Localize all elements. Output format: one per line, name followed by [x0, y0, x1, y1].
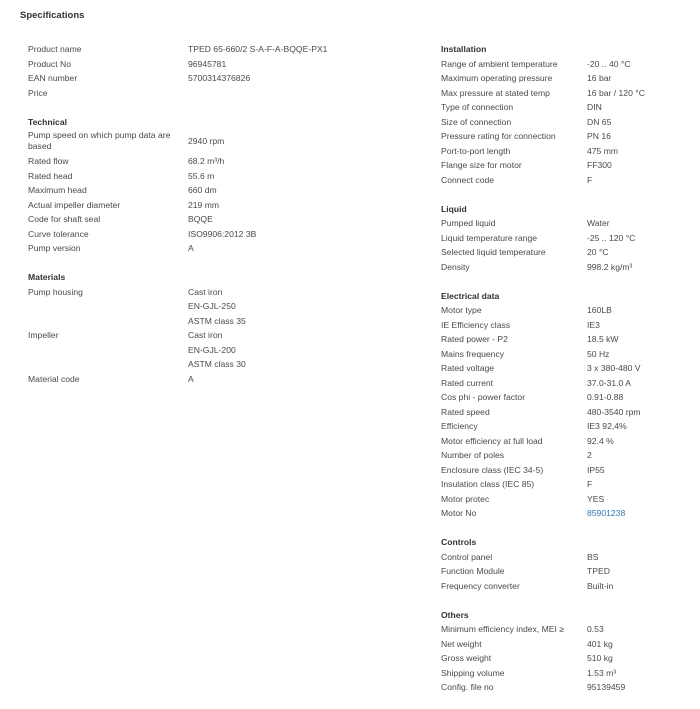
spec-label: Flange size for motor — [441, 160, 522, 170]
section-title-materials: Materials — [28, 272, 66, 282]
spec-label: Product name — [28, 44, 82, 54]
liquid-section — [441, 202, 691, 275]
spec-value: 2940 rpm — [188, 135, 225, 146]
spec-label: Rated current — [441, 377, 494, 388]
spec-row — [441, 332, 691, 347]
spec-row — [28, 285, 408, 329]
spec-value: DN 65 — [587, 116, 612, 127]
spec-label: Efficiency — [441, 421, 478, 431]
spec-row — [441, 144, 691, 159]
general-section — [28, 42, 408, 100]
spec-value: ISO9906:2012 3B — [188, 228, 257, 239]
spec-value: IE3 — [587, 319, 600, 330]
spec-value: 50 Hz — [587, 348, 610, 359]
spec-value: Built-in — [587, 580, 614, 591]
spec-row — [441, 347, 691, 362]
spec-value: TPED — [587, 566, 610, 576]
spec-value: EN-GJL-250 — [188, 301, 236, 311]
spec-row — [441, 506, 691, 521]
spec-label: Motor No — [441, 508, 477, 518]
spec-label: Price — [28, 87, 48, 98]
spec-row — [28, 328, 408, 372]
spec-value: 95139459 — [587, 682, 626, 692]
spec-row — [441, 564, 691, 579]
spec-row — [441, 680, 691, 695]
spec-value: -25 .. 120 °C — [587, 232, 636, 243]
spec-row — [28, 86, 408, 101]
spec-label: Rated voltage — [441, 363, 495, 373]
spec-label: Number of poles — [441, 450, 505, 460]
spec-label: Size of connection — [441, 116, 512, 127]
spec-row — [441, 405, 691, 420]
spec-row — [28, 129, 408, 154]
spec-row — [441, 550, 691, 565]
spec-label: Enclosure class (IEC 34-5) — [441, 464, 544, 475]
motor-no-link[interactable]: 85901238 — [587, 508, 626, 518]
spec-value: -20 .. 40 °C — [587, 58, 631, 69]
spec-row — [441, 318, 691, 333]
spec-label: Product No — [28, 58, 71, 69]
spec-label: Material code — [28, 373, 80, 384]
spec-label: Control panel — [441, 551, 493, 562]
spec-row — [441, 115, 691, 130]
spec-row — [441, 71, 691, 86]
spec-label: Impeller — [28, 330, 59, 340]
spec-row — [441, 666, 691, 681]
spec-row — [441, 303, 691, 318]
spec-value: BQQE — [188, 214, 213, 224]
spec-label: Net weight — [441, 638, 482, 649]
materials-section — [28, 270, 408, 386]
spec-row — [441, 492, 691, 507]
spec-value: 401 kg — [587, 638, 613, 649]
spec-label: Rated speed — [441, 406, 490, 417]
section-title-controls: Controls — [441, 537, 477, 547]
spec-label: Density — [441, 261, 470, 272]
spec-value: EN-GJL-200 — [188, 344, 236, 355]
spec-label: Pump housing — [28, 286, 83, 297]
spec-row — [441, 448, 691, 463]
spec-value: 20 °C — [587, 247, 609, 257]
technical-section — [28, 115, 408, 256]
spec-value: DIN — [587, 102, 602, 112]
spec-row — [441, 637, 691, 652]
spec-row — [28, 227, 408, 242]
spec-label: Code for shaft seal — [28, 214, 101, 224]
others-section — [441, 608, 691, 695]
spec-row — [441, 579, 691, 594]
spec-value: 16 bar / 120 °C — [587, 87, 645, 98]
spec-value: 0.91-0.88 — [587, 392, 624, 402]
spec-row — [28, 42, 408, 57]
spec-value: 68.2 m³/h — [188, 156, 225, 166]
spec-row — [441, 129, 691, 144]
spec-value-list — [188, 285, 246, 329]
spec-value: 660 dm — [188, 185, 217, 195]
spec-row — [28, 241, 408, 256]
spec-value: IE3 92,4% — [587, 421, 627, 431]
spec-row — [441, 477, 691, 492]
spec-label: Config. file no — [441, 682, 494, 692]
spec-value: 5700314376826 — [188, 73, 251, 83]
spec-row — [441, 245, 691, 260]
spec-row — [441, 434, 691, 449]
spec-label: Gross weight — [441, 653, 492, 663]
spec-label: Selected liquid temperature — [441, 247, 546, 257]
spec-row — [28, 212, 408, 227]
spec-label: Minimum efficiency index, MEI ≥ — [441, 624, 564, 634]
spec-label: Motor type — [441, 305, 482, 315]
spec-label: Motor protec — [441, 493, 490, 504]
spec-label: Actual impeller diameter — [28, 199, 121, 210]
spec-value: 96945781 — [188, 58, 227, 69]
spec-value: TPED 65-660/2 S-A-F-A-BQQE-PX1 — [188, 44, 328, 54]
spec-value: 160LB — [587, 305, 612, 315]
spec-label: Rated head — [28, 170, 73, 181]
spec-label: Connect code — [441, 174, 495, 185]
spec-row — [441, 376, 691, 391]
installation-section — [441, 42, 691, 187]
spec-row — [28, 372, 408, 387]
spec-row — [28, 183, 408, 198]
spec-value: 219 mm — [188, 199, 220, 210]
spec-row — [441, 173, 691, 188]
spec-label: Shipping volume — [441, 667, 505, 678]
spec-row — [28, 198, 408, 213]
spec-row — [441, 231, 691, 246]
spec-label: Maximum head — [28, 185, 87, 195]
spec-row — [441, 390, 691, 405]
spec-value: ASTM class 30 — [188, 359, 246, 369]
spec-label: Pump version — [28, 243, 81, 253]
spec-value: 510 kg — [587, 653, 613, 663]
spec-row — [441, 463, 691, 478]
spec-value: IP55 — [587, 464, 605, 475]
spec-label: Rated power - P2 — [441, 334, 508, 344]
section-title-technical: Technical — [28, 116, 68, 127]
spec-value: 1.53 m³ — [587, 667, 617, 678]
spec-value: 16 bar — [587, 73, 612, 83]
spec-label: Maximum operating pressure — [441, 73, 553, 83]
section-title-electrical: Electrical data — [441, 290, 500, 301]
spec-label: Curve tolerance — [28, 228, 89, 239]
section-title-installation: Installation — [441, 44, 487, 54]
spec-row — [441, 419, 691, 434]
spec-label: Pressure rating for connection — [441, 131, 556, 141]
spec-label: Mains frequency — [441, 348, 505, 359]
electrical-section — [441, 289, 691, 521]
spec-value-list — [188, 328, 246, 372]
spec-value: 998.2 kg/m³ — [587, 261, 633, 272]
spec-row — [28, 71, 408, 86]
spec-row — [28, 169, 408, 184]
spec-row — [441, 57, 691, 72]
spec-label: Port-to-port length — [441, 145, 511, 156]
spec-row — [441, 651, 691, 666]
spec-label: Rated flow — [28, 156, 69, 166]
left-column — [28, 42, 408, 401]
spec-value: ASTM class 35 — [188, 315, 246, 326]
spec-label: Max pressure at stated temp — [441, 87, 550, 98]
section-title-others: Others — [441, 609, 469, 620]
spec-label: Type of connection — [441, 102, 514, 112]
spec-value: BS — [587, 551, 599, 562]
spec-row — [441, 260, 691, 275]
spec-row — [441, 158, 691, 173]
spec-value: YES — [587, 493, 605, 504]
spec-value: 55.6 m — [188, 170, 215, 181]
spec-row — [441, 622, 691, 637]
spec-value: F — [587, 479, 593, 489]
spec-label: Frequency converter — [441, 580, 520, 591]
spec-label: IE Efficiency class — [441, 319, 511, 330]
spec-row — [441, 216, 691, 231]
spec-label: Pumped liquid — [441, 218, 496, 228]
spec-label: EAN number — [28, 73, 78, 83]
spec-value: Water — [587, 218, 610, 228]
spec-label: Liquid temperature range — [441, 232, 538, 243]
spec-row — [441, 86, 691, 101]
spec-label: Range of ambient temperature — [441, 58, 558, 69]
spec-value: 92.4 % — [587, 435, 614, 446]
right-column — [441, 42, 691, 709]
controls-section — [441, 535, 691, 593]
spec-value: 18.5 kW — [587, 334, 619, 344]
spec-value: A — [188, 243, 194, 253]
spec-value: 475 mm — [587, 145, 619, 156]
spec-row — [28, 57, 408, 72]
spec-value: Cast iron — [188, 330, 223, 340]
spec-label: Insulation class (IEC 85) — [441, 479, 535, 489]
spec-row — [441, 361, 691, 376]
spec-label: Pump speed on which pump data are based — [28, 130, 171, 151]
spec-value: F — [587, 174, 593, 185]
spec-value: 3 x 380-480 V — [587, 363, 641, 373]
page-title: Specifications — [20, 10, 85, 21]
spec-value: 480-3540 rpm — [587, 406, 641, 417]
spec-value: Cast iron — [188, 286, 223, 297]
spec-row — [441, 100, 691, 115]
spec-value: 2 — [587, 450, 592, 460]
section-title-liquid: Liquid — [441, 203, 467, 214]
spec-row — [28, 154, 408, 169]
spec-value: FF300 — [587, 160, 612, 170]
spec-label: Motor efficiency at full load — [441, 435, 543, 446]
spec-label: Function Module — [441, 566, 505, 576]
spec-value: PN 16 — [587, 131, 611, 141]
spec-value: 0.53 — [587, 624, 604, 634]
spec-value: 37.0-31.0 A — [587, 377, 631, 388]
spec-label: Cos phi - power factor — [441, 392, 526, 402]
spec-value: A — [188, 373, 194, 384]
